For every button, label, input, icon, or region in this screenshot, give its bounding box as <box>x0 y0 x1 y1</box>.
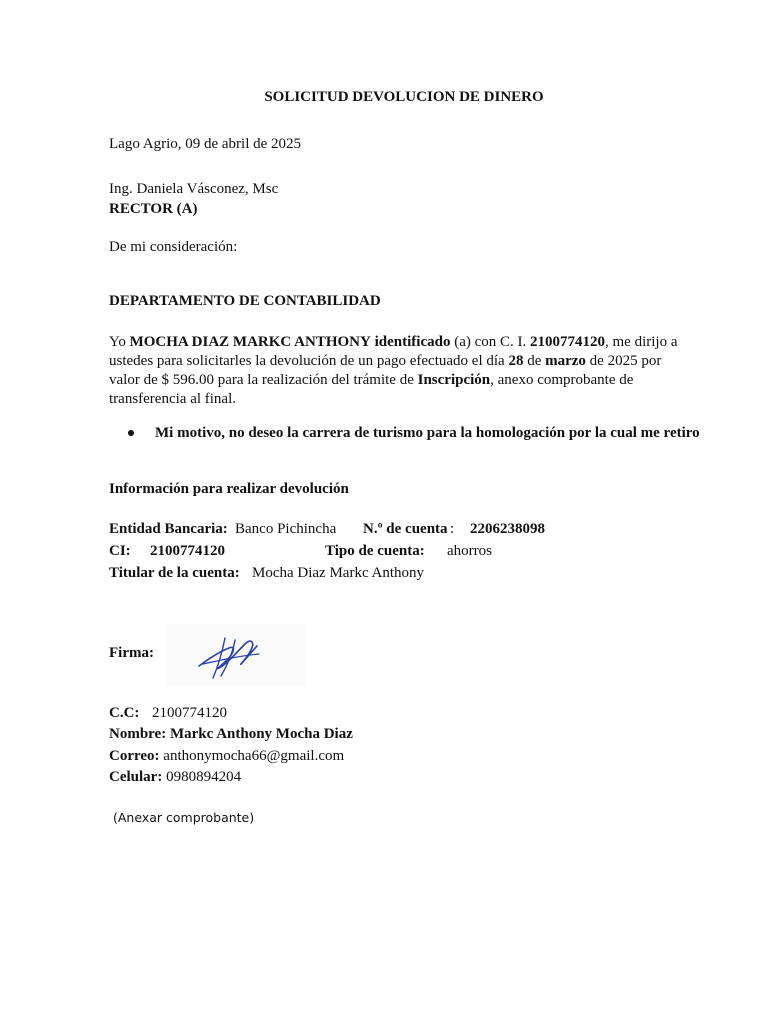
account-holder-label: Titular de la cuenta: <box>109 565 240 581</box>
body-tail: , anexo comprobante de transferencia al final. <box>109 372 634 407</box>
bank-entity-label: Entidad Bancaria: <box>109 521 228 537</box>
contact-name-line <box>109 726 353 743</box>
body-identificado: identificado <box>374 334 451 350</box>
document-title: SOLICITUD DEVOLUCION DE DINERO <box>264 89 544 105</box>
letter-body <box>109 333 694 409</box>
student-name: MOCHA DIAZ MARKC ANTHONY <box>129 334 371 350</box>
email-value: anthonymocha66@gmail.com <box>163 748 345 764</box>
recipient-role: RECTOR (A) <box>109 201 198 217</box>
name-label: Nombre: <box>109 726 167 742</box>
contact-email-line <box>109 748 344 765</box>
email-label: Correo: <box>109 748 160 764</box>
account-holder-value: Mocha Diaz Markc Anthony <box>252 565 425 581</box>
ci-label: CI: <box>109 543 131 559</box>
account-number-colon: : <box>450 521 455 537</box>
department-heading: DEPARTAMENTO DE CONTABILIDAD <box>109 293 381 309</box>
motive-text: Mi motivo, no deseo la carrera de turismo para la homologación por la cual me retiro <box>155 425 700 441</box>
contact-phone-line <box>109 769 241 786</box>
salutation: De mi consideración: <box>109 239 238 255</box>
body-id-number: 2100774120 <box>530 334 606 350</box>
signature-icon <box>167 624 305 686</box>
body-procedure: Inscripción <box>417 372 491 388</box>
recipient-name: Ing. Daniela Vásconez, Msc <box>109 181 279 197</box>
signature-image <box>167 624 305 686</box>
body-text-1: (a) con C. I. <box>450 334 531 350</box>
body-day: 28 <box>508 353 524 369</box>
account-type-value: ahorros <box>447 543 492 559</box>
body-text-2: , me dirijo a ustedes para solicitarles la devolución de un pago efectuado el día <box>109 334 678 369</box>
cc-value: 2100774120 <box>152 705 227 721</box>
bullet-icon <box>128 430 134 436</box>
phone-value: 0980894204 <box>166 769 242 785</box>
body-month: marzo <box>545 353 586 369</box>
account-number-label: N.º de cuenta <box>363 521 448 537</box>
body-yo: Yo <box>109 334 130 350</box>
attachment-note: (Anexar comprobante) <box>113 810 255 825</box>
body-text-de: de <box>523 353 546 369</box>
place-date: Lago Agrio, 09 de abril de 2025 <box>109 136 302 152</box>
phone-label: Celular: <box>109 769 163 785</box>
signature-label: Firma: <box>109 645 154 661</box>
account-number-value: 2206238098 <box>470 521 545 537</box>
account-type-label: Tipo de cuenta: <box>325 543 425 559</box>
refund-heading: Información para realizar devolución <box>109 481 349 497</box>
ci-value: 2100774120 <box>150 543 225 559</box>
bank-entity-value: Banco Pichincha <box>235 521 337 537</box>
name-value: Markc Anthony Mocha Diaz <box>169 726 353 742</box>
body-text-3: de 2025 por valor de $ 596.00 para la realización del trámite de <box>109 353 662 388</box>
cc-label: C.C: <box>109 705 140 721</box>
